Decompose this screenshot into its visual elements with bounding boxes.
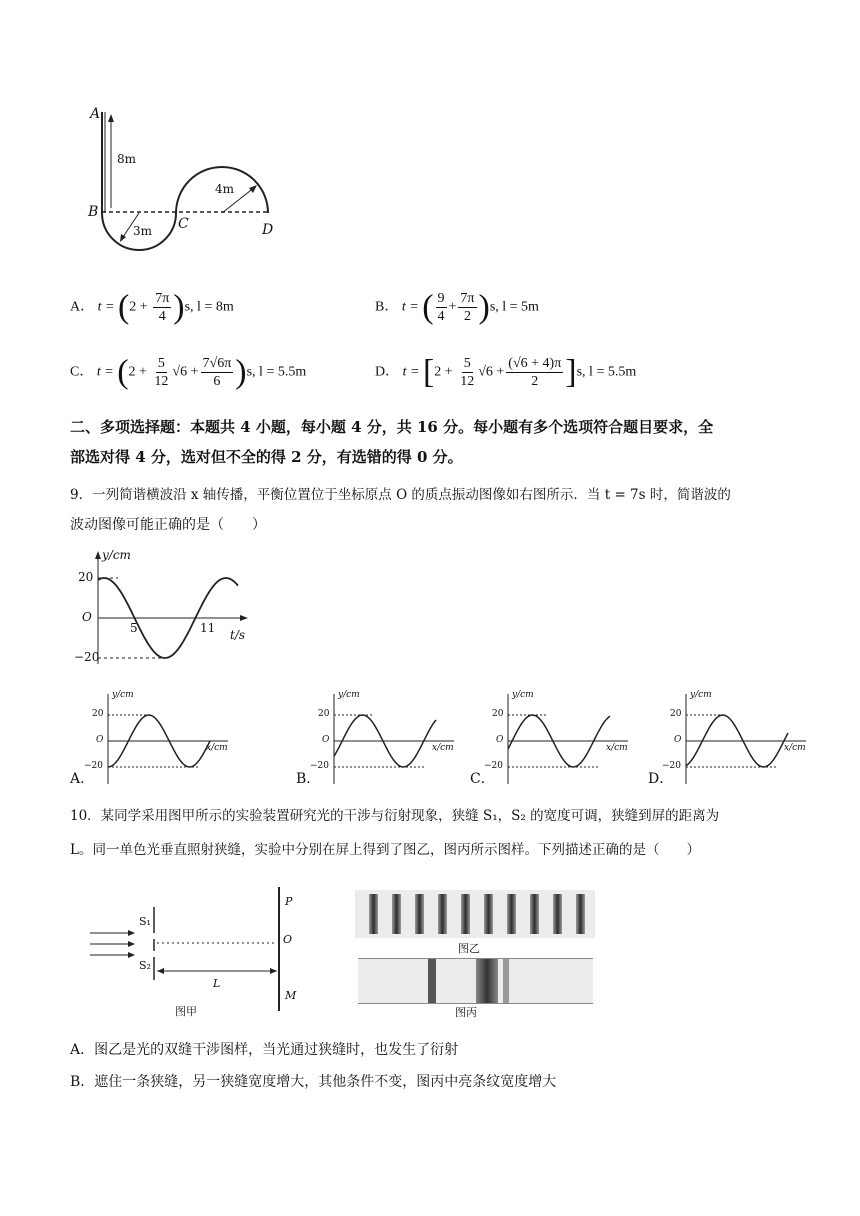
paren-close: ) (235, 353, 247, 391)
caption-yi: 图乙 (458, 942, 480, 955)
vib-y20: 20 (78, 570, 94, 584)
t-equals: t = (97, 299, 115, 315)
q10-figure-bing (358, 958, 593, 1004)
point-O: O (283, 933, 293, 946)
q10-stem (70, 806, 810, 860)
q10-option-b[interactable]: B．遮住一条狭缝，另一狭缝宽度增大，其他条件不变，图丙中亮条纹宽度增大 (70, 1074, 557, 1090)
option-letter: C． (70, 364, 94, 380)
section-2-line1: 二、多项选择题：本题共 4 小题，每小题 4 分，共 16 分。每小题有多个选项符合题目要求，全 (70, 418, 714, 436)
option-letter: D． (648, 771, 674, 787)
opt-xlabel: x/cm (784, 743, 806, 753)
q10-option-a[interactable]: A．图乙是光的双缝干涉图样，当光通过狭缝时，也发生了衍射 (70, 1042, 459, 1058)
dim-4m: 4m (215, 182, 235, 196)
option-letter: A． (70, 771, 95, 787)
opt-y20: 20 (318, 709, 330, 719)
yi-fringe (530, 894, 539, 934)
yi-fringe (576, 894, 585, 934)
label-A: A (90, 106, 101, 122)
yi-fringe (392, 894, 401, 934)
distance-L: L (213, 977, 221, 990)
q8-option-b[interactable] (375, 290, 539, 325)
opt-origin: O (96, 735, 104, 745)
opt-xlabel: x/cm (432, 743, 454, 753)
t-equals: t = (96, 364, 114, 380)
paren-close: ) (173, 288, 185, 326)
opt-origin: O (322, 735, 330, 745)
opt-ym20: −20 (484, 761, 503, 771)
paren-open: ( (422, 288, 434, 326)
whole-term: 2 + (434, 364, 453, 380)
paren-open: ( (117, 353, 129, 391)
option-letter: B． (375, 299, 399, 315)
opt-y20: 20 (492, 709, 504, 719)
opt-ym20: −20 (310, 761, 329, 771)
opt-xlabel: x/cm (206, 743, 228, 753)
fraction: $\frac{9}{4}$ (437, 291, 445, 324)
q9-option-d[interactable] (648, 688, 808, 788)
fraction: $\frac{7\pi}{2}$ (460, 291, 475, 324)
yi-fringe (484, 894, 493, 934)
q9-option-a[interactable] (70, 688, 230, 788)
t-equals: t = (401, 299, 419, 315)
bracket-open: [ (422, 353, 435, 391)
slit-s2: S₂ (139, 959, 151, 972)
q10-figure-yi (355, 890, 595, 938)
q8-option-a[interactable] (70, 290, 234, 325)
yi-fringe (507, 894, 516, 934)
q10-line1: 10．某同学采用图甲所示的实验装置研究光的干涉与衍射现象，狭缝 S₁，S₂ 的宽度可调，狭缝到屏的距离为 (70, 808, 720, 824)
vib-xlabel: t/s (230, 628, 246, 642)
sqrt-term: √6 + (478, 364, 505, 380)
yi-fringe (461, 894, 470, 934)
label-C: C (178, 216, 189, 232)
slit-s1: S₁ (139, 915, 151, 928)
opt-origin: O (496, 735, 504, 745)
section-2-line2: 部选对得 4 分，选对但不全的得 2 分，有选错的得 0 分。 (70, 448, 463, 466)
whole-term: 2 + (128, 364, 147, 380)
q9-option-c[interactable] (470, 688, 630, 788)
bracket-close: ] (565, 353, 577, 391)
q9-option-b[interactable] (296, 688, 456, 788)
vib-origin: O (82, 610, 92, 624)
opt-y20: 20 (670, 709, 682, 719)
q9-line1: 9．一列简谐横波沿 x 轴传播，平衡位置位于坐标原点 O 的质点振动图像如右图所示．当 t = 7s 时，简谐波的 (70, 487, 731, 503)
vib-ym20: −20 (74, 650, 100, 664)
paren-close: ) (478, 288, 490, 326)
vib-t11: 11 (200, 621, 216, 635)
whole-term: 2 + (129, 299, 148, 315)
q9-vibration-graph (70, 548, 250, 668)
point-M: M (285, 989, 297, 1002)
fraction: $\frac{5}{12}$ (460, 356, 475, 389)
yi-fringe (415, 894, 424, 934)
sqrt-term: √6 + (172, 364, 199, 380)
yi-fringe (438, 894, 447, 934)
caption-bing: 图丙 (455, 1006, 477, 1019)
fraction: $\frac{5}{12}$ (154, 356, 169, 389)
option-letter: B． (296, 771, 321, 787)
opt-xlabel: x/cm (606, 743, 628, 753)
q10-line2: L。同一单色光垂直照射狭缝，实验中分别在屏上得到了图乙，图丙所示图样。下列描述正确的是（ ） (70, 842, 700, 858)
q8-track-figure (85, 100, 285, 260)
q10-figure-jia (85, 885, 305, 1020)
yi-fringe (369, 894, 378, 934)
tail: s, l = 5.5m (246, 364, 307, 380)
q8-option-c[interactable] (70, 355, 306, 390)
t-equals: t = (402, 364, 420, 380)
section-2-header (70, 412, 800, 472)
tail: s, l = 5.5m (576, 364, 637, 380)
q8-option-d[interactable] (375, 355, 636, 390)
opt-ylabel: y/cm (690, 690, 712, 700)
opt-ym20: −20 (662, 761, 681, 771)
q9-line2: 波动图像可能正确的是（ ） (70, 517, 266, 533)
vib-ylabel: y/cm (102, 548, 131, 562)
opt-ylabel: y/cm (512, 690, 534, 700)
opt-ylabel: y/cm (112, 690, 134, 700)
fraction: $\frac{(√6 + 4)\pi}{2}$ (508, 356, 562, 389)
vib-t5: 5 (130, 621, 138, 635)
dim-8m: 8m (117, 152, 137, 166)
bing-fringe (428, 959, 436, 1003)
tail: s, l = 8m (184, 299, 234, 315)
plus: + (448, 299, 457, 315)
paren-open: ( (117, 288, 130, 326)
bing-fringe (503, 959, 509, 1003)
dim-3m: 3m (133, 224, 153, 238)
option-letter: C． (470, 771, 495, 787)
tail: s, l = 5m (489, 299, 539, 315)
opt-y20: 20 (92, 709, 104, 719)
caption-jia: 图甲 (175, 1005, 197, 1018)
label-B: B (88, 204, 99, 220)
point-P: P (285, 895, 293, 908)
opt-ym20: −20 (84, 761, 103, 771)
yi-fringe (553, 894, 562, 934)
option-letter: A． (70, 299, 95, 315)
q9-stem (70, 485, 810, 535)
fraction: $\frac{7√6\pi}{6}$ (202, 356, 232, 389)
option-letter: D． (375, 364, 400, 380)
label-D: D (262, 222, 274, 238)
opt-ylabel: y/cm (338, 690, 360, 700)
fraction: $\frac{7\pi}{4}$ (155, 291, 170, 324)
bing-fringe (476, 959, 498, 1003)
opt-origin: O (674, 735, 682, 745)
